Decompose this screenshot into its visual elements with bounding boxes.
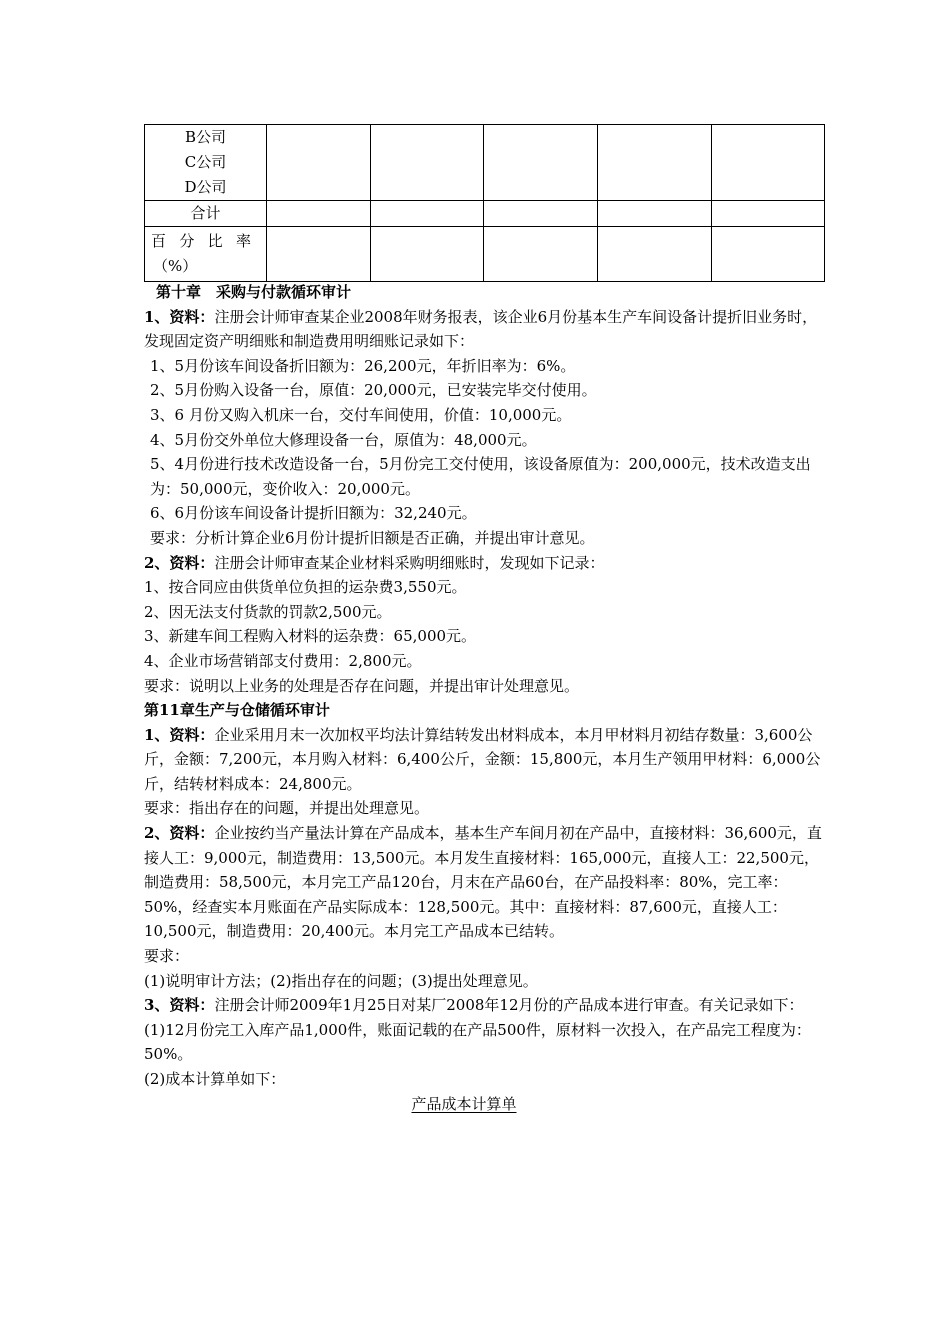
list-item: 5、4月份进行技术改造设备一台，5月份完工交付使用，该设备原值为：200,000元，技术改造支出为：50,000元，变价收入：20,000元。 <box>150 455 811 498</box>
percentage-label: 百 分 比 率 <box>151 232 251 250</box>
list-item: 2、5月份购入设备一台，原值：20,000元，已安装完毕交付使用。 <box>150 381 597 400</box>
chapter-11-title: 第11章生产与仓储循环审计 <box>144 701 330 720</box>
company-b-label: B公司 <box>184 128 227 146</box>
requirement-text: 要求：分析计算企业6月份计提折旧额是否正确，并提出审计意见。 <box>150 528 595 547</box>
table-cell <box>267 201 371 227</box>
table-cell <box>267 125 371 201</box>
table-cell <box>371 201 484 227</box>
table-cell <box>712 201 825 227</box>
ch11-question-2 <box>144 821 824 944</box>
question-lead: 2、资料： <box>144 553 215 572</box>
question-lead: 1、资料： <box>144 725 215 744</box>
ch11-question-1 <box>144 723 824 797</box>
list-item: (1)12月份完工入库产品1,000件，账面记载的在产品500件，原材料一次投入，在产品完工程度为：50%。 <box>144 1020 811 1064</box>
list-item: 3、新建车间工程购入材料的运杂费：65,000元。 <box>144 627 477 646</box>
document-body <box>144 280 824 1116</box>
table-cell <box>371 227 484 282</box>
ch10-question-1 <box>144 305 824 354</box>
question-text: 注册会计师审查某企业2008年财务报表，该企业6月份基本生产车间设备计提折旧业务时，发现固定资产明细账和制造费用明细账记录如下： <box>144 307 818 351</box>
company-names-cell <box>145 125 267 201</box>
list-item: 1、5月份该车间设备折旧额为：26,200元，年折旧率为：6%。 <box>150 356 576 375</box>
list-item: 4、5月份交外单位大修理设备一台，原值为：48,000元。 <box>150 430 537 449</box>
company-summary-table <box>144 124 825 282</box>
company-d-label: D公司 <box>184 178 227 196</box>
chapter-10-title: 第十章 采购与付款循环审计 <box>156 283 352 301</box>
requirement-text: (1)说明审计方法；(2)指出存在的问题；(3)提出处理意见。 <box>144 971 538 990</box>
list-item: 4、企业市场营销部支付费用：2,800元。 <box>144 651 422 670</box>
ch10-question-2 <box>144 551 824 576</box>
question-lead: 3、资料： <box>144 996 215 1015</box>
percentage-unit: （%） <box>153 257 198 275</box>
table-cell <box>712 125 825 201</box>
table-cell <box>371 125 484 201</box>
question-lead: 2、资料： <box>144 824 215 843</box>
question-text: 企业按约当产量法计算在产品成本，基本生产车间月初在产品中，直接材料：36,600元，直接人工：9,000元，制造费用：13,500元。本月发生直接材料：165,000元，直接人工：22,500元，制造费用：58,500元，本月完工产品120台，月末在产品60台，在产品投料率：80%，完工率：50%，经查实本月账面在产品实际成本：128,500元。其中：直接材料：87,600元，直接人工：10,500元，制造费用：20,400元。本月完工产品成本已结转。 <box>144 824 822 941</box>
question-lead: 1、资料： <box>144 307 215 326</box>
table-row <box>145 125 825 201</box>
table-cell <box>598 125 712 201</box>
question-text: 注册会计师2009年1月25日对某厂2008年12月份的产品成本进行审查。有关记录如下： <box>214 996 804 1015</box>
total-label: 合计 <box>145 201 267 227</box>
table-cell <box>484 125 598 201</box>
table-cell <box>267 227 371 282</box>
ch11-question-3 <box>144 993 824 1018</box>
requirement-label: 要求： <box>144 947 190 966</box>
requirement-text: 要求：说明以上业务的处理是否存在问题，并提出审计处理意见。 <box>144 676 580 695</box>
percentage-label-cell <box>145 227 267 282</box>
list-item: 6、6月份该车间设备计提折旧额为：32,240元。 <box>150 504 477 523</box>
table-cell <box>484 201 598 227</box>
cost-table-title: 产品成本计算单 <box>411 1094 517 1113</box>
list-item: 2、因无法支付货款的罚款2,500元。 <box>144 602 392 621</box>
table-row <box>145 227 825 282</box>
list-item: 1、按合同应由供货单位负担的运杂费3,550元。 <box>144 578 467 597</box>
table-cell <box>712 227 825 282</box>
question-text: 注册会计师审查某企业材料采购明细账时，发现如下记录： <box>214 553 605 572</box>
question-text: 企业采用月末一次加权平均法计算结转发出材料成本，本月甲材料月初结存数量：3,600公斤，金额：7,200元，本月购入材料：6,400公斤，金额：15,800元，本月生产领用甲材料：6,000公斤，结转材料成本：24,800元。 <box>144 725 821 793</box>
requirement-text: 要求：指出存在的问题，并提出处理意见。 <box>144 799 430 818</box>
table-cell <box>598 227 712 282</box>
table-cell <box>484 227 598 282</box>
table-cell <box>598 201 712 227</box>
list-item: 3、6 月份又购入机床一台，交付车间使用，价值：10,000元。 <box>150 405 572 424</box>
list-item: (2)成本计算单如下： <box>144 1070 286 1088</box>
table-row <box>145 201 825 227</box>
company-c-label: C公司 <box>184 153 227 171</box>
